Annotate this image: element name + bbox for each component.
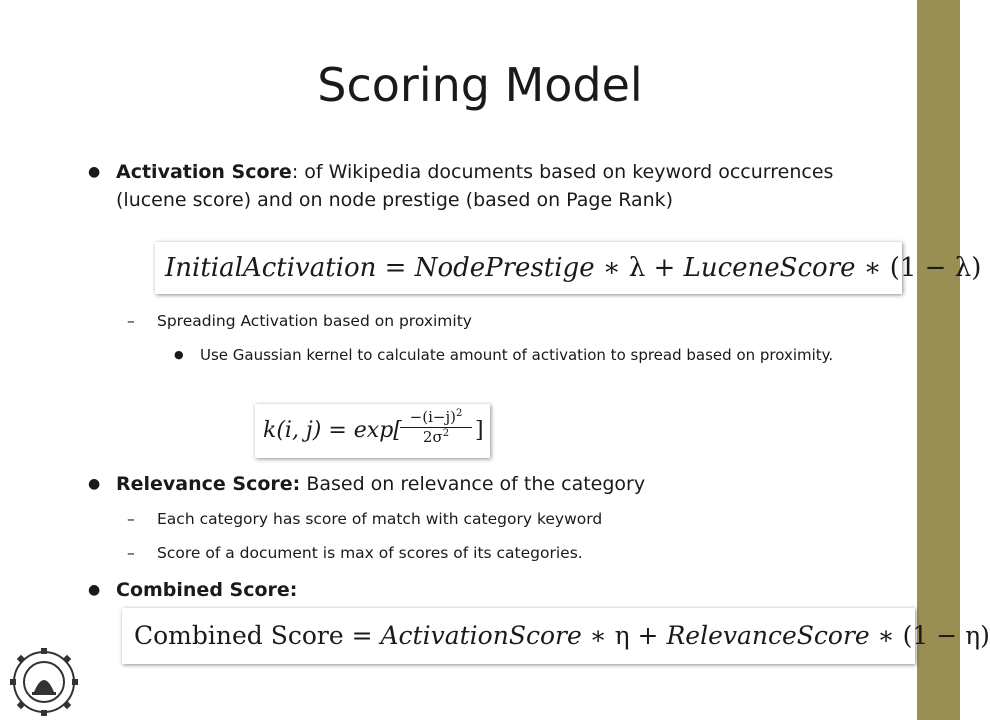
bullet-dot-icon: ●	[88, 476, 101, 492]
bullet-label: Activation Score	[116, 161, 292, 183]
bullet-dot-icon: ●	[174, 348, 184, 361]
bullet-label: Relevance Score:	[116, 473, 301, 495]
sub-bullet-spreading	[127, 310, 897, 332]
bullet-text: Based on relevance of the category	[300, 473, 646, 495]
dash-icon: –	[127, 510, 135, 528]
slide-title: Scoring Model	[317, 58, 643, 112]
iit-bombay-emblem-icon	[4, 640, 84, 720]
sub-bullet-text: Score of a document is max of scores of its categories.	[157, 544, 583, 562]
formula-gaussian-kernel: k(i, j) = exp[ $-(i-j)^2$ $2\sigma^2$ ]	[255, 404, 490, 458]
bullet-label: Combined Score:	[116, 579, 298, 601]
dash-icon: –	[127, 312, 135, 330]
bullet-text: : of Wikipedia documents based on keyword occurrences (lucene score) and on node prestige (based on Page Rank)	[116, 161, 834, 211]
sub-bullet-text: Spreading Activation based on proximity	[157, 312, 472, 330]
bullet-relevance-score	[88, 470, 896, 498]
dash-icon: –	[127, 544, 135, 562]
subsub-bullet-gaussian	[174, 344, 880, 366]
formula-initial-activation: InitialActivation = NodePrestige ∗ λ + LuceneScore ∗ (1 − λ)	[155, 242, 902, 294]
bullet-activation-score	[88, 158, 896, 214]
bullet-dot-icon: ●	[88, 164, 101, 180]
formula-combined-score: Combined Score = ActivationScore ∗ η + RelevanceScore ∗ (1 − η)	[122, 608, 915, 664]
fraction: $-(i-j)^2$ $2\sigma^2$	[400, 408, 472, 446]
subsub-bullet-text: Use Gaussian kernel to calculate amount of activation to spread based on proximity.	[200, 346, 834, 364]
sub-bullet-text: Each category has score of match with category keyword	[157, 510, 603, 528]
sub-bullet-max-score	[127, 542, 897, 564]
bullet-combined-score	[88, 576, 896, 604]
bullet-dot-icon: ●	[88, 582, 101, 598]
sub-bullet-category-match	[127, 508, 897, 530]
